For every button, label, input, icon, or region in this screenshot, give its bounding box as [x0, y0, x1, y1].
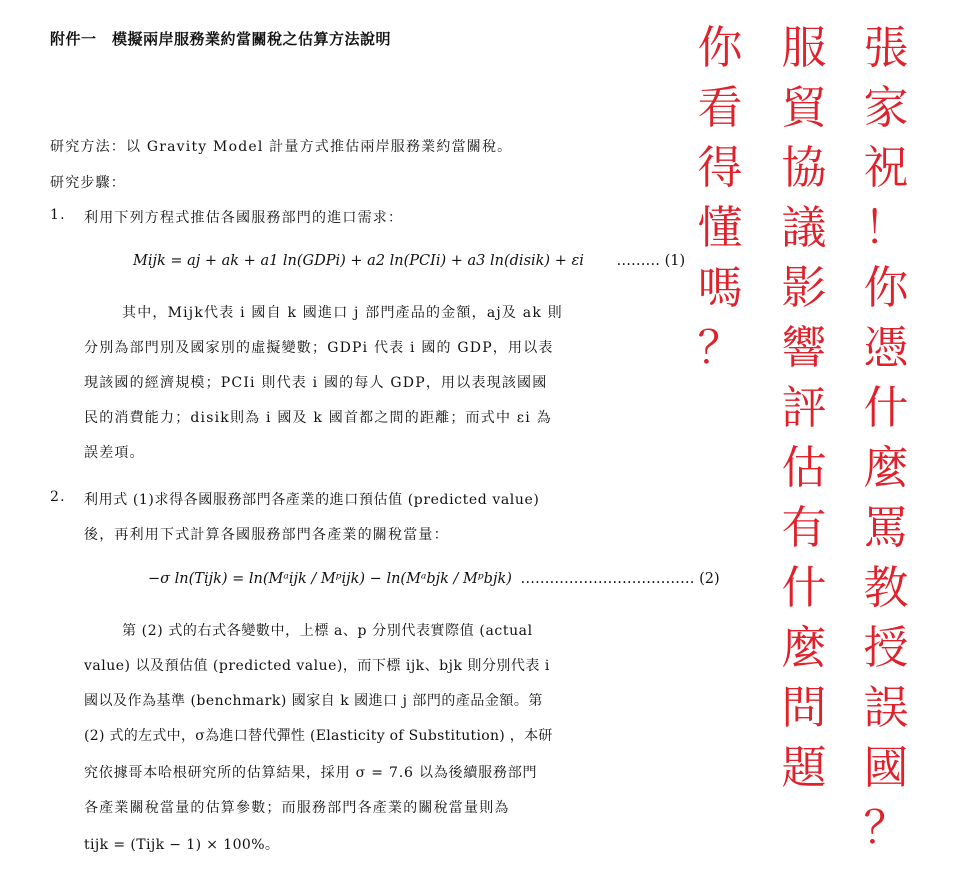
overlay-char: 授	[863, 621, 909, 674]
overlay-char: 你	[697, 21, 743, 74]
step2-explanation-line: 各產業關稅當量的估算參數；而服務部門各產業的關稅當量則為	[84, 800, 510, 816]
step2-intro-line: 後，再利用下式計算各國服務部門各產業的關稅當量：	[84, 527, 449, 543]
step1-explanation-line: 其中，Mijk代表 i 國自 k 國進口 j 部門產品的金額，aj及 ak 則	[122, 305, 563, 321]
equation-1-number: ……… (1)	[616, 253, 686, 269]
step1-explanation-line: 分別為部門別及國家別的虛擬變數；GDPi 代表 i 國的 GDP，用以表	[84, 340, 554, 356]
overlay-char: 憑	[863, 321, 909, 374]
overlay-char: 影	[781, 261, 827, 314]
overlay-char: 貿	[781, 81, 827, 134]
overlay-char: 麼	[863, 441, 909, 494]
title-text: 附件一 模擬兩岸服務業約當關稅之估算方法說明	[50, 30, 392, 48]
overlay-char: 得	[697, 141, 743, 194]
step2-explanation-line: 第 (2) 式的右式各變數中，上標 a、p 分別代表實際值 (actual	[122, 623, 533, 639]
step1-explanation-line: 現該國的經濟規模；PCIi 則代表 i 國的每人 GDP，用以表現該國國	[84, 375, 548, 391]
overlay-char: 有	[781, 501, 827, 554]
equation-2-number: ……………………………… (2)	[520, 571, 720, 587]
overlay-char: 祝	[863, 141, 909, 194]
overlay-char: 罵	[863, 501, 909, 554]
step2-explanation-line: 國以及作為基準 (benchmark) 國家自 k 國進口 j 部門的產品金額。第	[84, 693, 543, 709]
step1-explanation-line: 誤差項。	[84, 445, 145, 461]
step2-explanation-line: (2) 式的左式中，σ為進口替代彈性 (Elasticity of Substitution) ，本研	[84, 728, 553, 744]
overlay-char: 嗎	[697, 261, 743, 314]
overlay-caption-middle	[774, 18, 834, 798]
equation-2-body: −σ ln(Tijk) = ln(Mᵃijk / Mᵖijk) − ln(Mᵃbjk / Mᵖbjk)	[148, 571, 512, 587]
overlay-char: 估	[781, 441, 827, 494]
step1-explanation-line: 民的消費能力；disik則為 i 國及 k 國首都之間的距離；而式中 εi 為	[84, 410, 552, 426]
overlay-char: ？	[863, 801, 909, 854]
step1-number: 1.	[50, 207, 66, 223]
overlay-char: 響	[781, 321, 827, 374]
overlay-char: 什	[781, 561, 827, 614]
step2-explanation-line: 究依據哥本哈根研究所的估算結果，採用 σ = 7.6 以為後續服務部門	[84, 765, 538, 781]
overlay-char: 協	[781, 141, 827, 194]
overlay-char: 張	[863, 21, 909, 74]
overlay-char: 題	[781, 741, 827, 794]
overlay-char: 看	[697, 81, 743, 134]
equation-2	[148, 571, 720, 587]
overlay-char: 你	[863, 261, 909, 314]
equation-1	[133, 253, 685, 269]
overlay-char: ！	[863, 201, 909, 254]
overlay-char: 教	[863, 561, 909, 614]
overlay-char: 誤	[863, 681, 909, 734]
overlay-caption-right	[856, 18, 916, 858]
overlay-char: 麼	[781, 621, 827, 674]
step2-number: 2.	[50, 489, 66, 505]
overlay-char: 什	[863, 381, 909, 434]
step2-intro-line: 利用式 (1)求得各國服務部門各產業的進口預估值 (predicted value)	[84, 492, 540, 508]
overlay-char: 國	[863, 741, 909, 794]
method-line: 研究方法：以 Gravity Model 計量方式推估兩岸服務業約當關稅。	[50, 139, 513, 155]
overlay-char: 家	[863, 81, 909, 134]
overlay-char: 評	[781, 381, 827, 434]
overlay-char: 問	[781, 681, 827, 734]
overlay-char: 服	[781, 21, 827, 74]
steps-label: 研究步驟：	[50, 175, 126, 191]
step2-explanation-line: tijk = (Tijk − 1) × 100%。	[84, 837, 280, 853]
overlay-char: ？	[697, 321, 743, 374]
equation-1-body: Mijk = aj + ak + a1 ln(GDPi) + a2 ln(PCIi) + a3 ln(disik) + εi	[133, 253, 584, 269]
overlay-char: 懂	[697, 201, 743, 254]
overlay-char: 議	[781, 201, 827, 254]
step1-intro: 利用下列方程式推估各國服務部門的進口需求：	[84, 210, 404, 226]
step2-explanation-line: value) 以及預估值 (predicted value)，而下標 ijk、bjk 則分別代表 i	[84, 658, 550, 674]
overlay-caption-left	[690, 18, 750, 378]
document-title	[50, 28, 391, 49]
